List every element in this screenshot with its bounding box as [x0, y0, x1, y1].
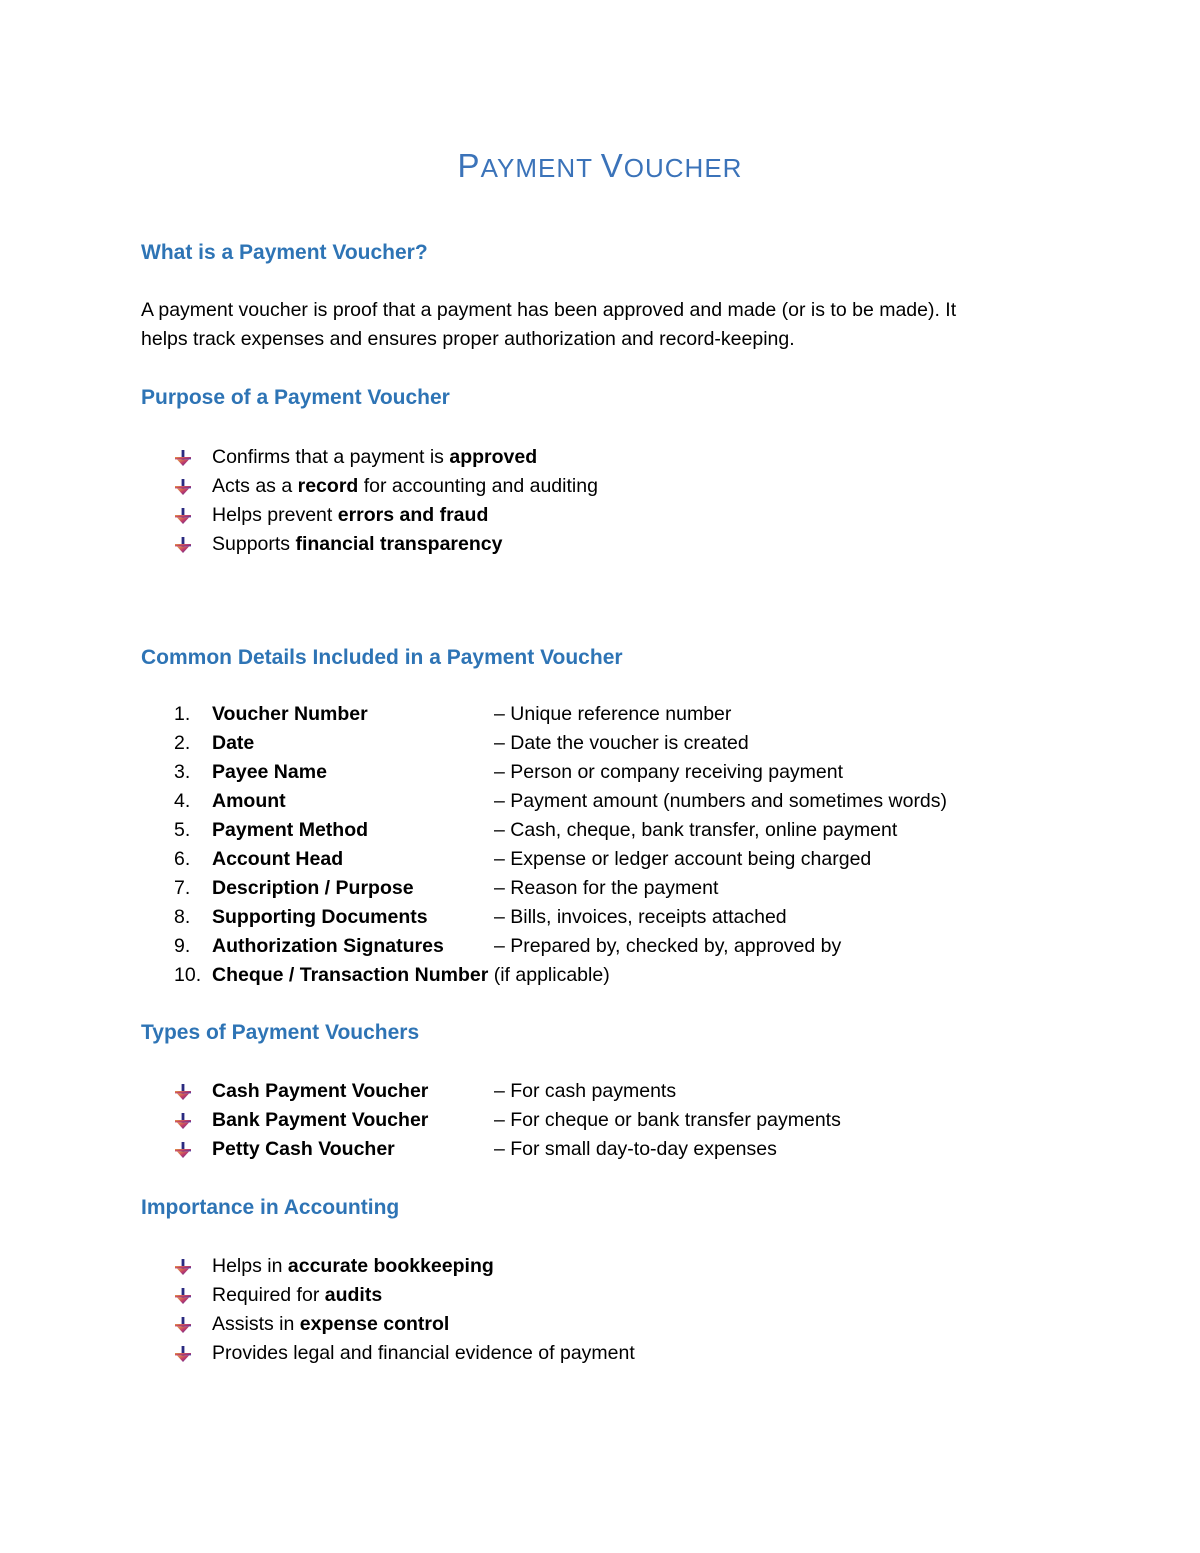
list-item-text	[212, 501, 488, 530]
detail-description: – Person or company receiving payment	[494, 761, 844, 783]
heading-common-details: Common Details Included in a Payment Voucher	[141, 646, 623, 669]
type-row	[174, 1106, 841, 1135]
heading-importance: Importance in Accounting	[141, 1196, 400, 1219]
detail-term: Description / Purpose	[212, 877, 414, 899]
item-text: Acts as a	[212, 475, 298, 497]
detail-term: Date	[212, 732, 255, 754]
detail-description: – Bills, invoices, receipts attached	[494, 906, 787, 928]
list-number: 1.	[174, 703, 191, 725]
detail-description: (if applicable)	[488, 964, 610, 986]
list-item-text	[212, 1339, 635, 1368]
heading-purpose: Purpose of a Payment Voucher	[141, 386, 450, 409]
item-bold-text: errors and fraud	[337, 504, 489, 526]
list-item-text	[212, 472, 598, 501]
detail-term: Amount	[212, 790, 286, 812]
arrow-down-bullet-icon	[174, 530, 212, 559]
page-title: PAYMENT VOUCHER	[457, 147, 743, 184]
arrow-down-bullet-icon	[174, 1106, 212, 1135]
type-term: Cash Payment Voucher	[212, 1080, 429, 1102]
type-description: – For cheque or bank transfer payments	[494, 1109, 841, 1131]
list-item	[174, 1310, 635, 1339]
list-item-text	[212, 1281, 382, 1310]
detail-term: Authorization Signatures	[212, 935, 444, 957]
purpose-list	[174, 443, 598, 559]
item-bold-text: financial transparency	[295, 533, 503, 555]
detail-term: Account Head	[212, 848, 344, 870]
type-term: Petty Cash Voucher	[212, 1138, 395, 1160]
heading-types: Types of Payment Vouchers	[141, 1021, 420, 1044]
type-description: – For cash payments	[494, 1080, 677, 1102]
detail-row	[174, 903, 947, 932]
arrow-down-bullet-icon	[174, 501, 212, 530]
detail-description: – Payment amount (numbers and sometimes words)	[494, 790, 948, 812]
intro-paragraph: A payment voucher is proof that a payment has been approved and made (or is to be made). It helps track expenses and ensures proper authorization and record-keeping.	[141, 299, 957, 350]
type-row	[174, 1135, 841, 1164]
detail-term: Supporting Documents	[212, 906, 428, 928]
detail-row	[174, 729, 947, 758]
type-row	[174, 1077, 841, 1106]
detail-term: Payee Name	[212, 761, 327, 783]
arrow-down-bullet-icon	[174, 1077, 212, 1106]
item-text: Required for	[212, 1284, 325, 1306]
item-bold-text: expense control	[299, 1313, 450, 1335]
types-list	[174, 1077, 841, 1164]
item-text: Provides legal and financial evidence of payment	[212, 1342, 635, 1364]
list-number: 6.	[174, 848, 191, 870]
arrow-down-bullet-icon	[174, 1281, 212, 1310]
list-number: 4.	[174, 790, 191, 812]
list-item	[174, 1252, 635, 1281]
item-bold-text: approved	[449, 446, 538, 468]
type-term: Bank Payment Voucher	[212, 1109, 429, 1131]
detail-term: Cheque / Transaction Number	[212, 964, 489, 986]
detail-row	[174, 932, 947, 961]
detail-row	[174, 758, 947, 787]
item-bold-text: record	[297, 475, 359, 497]
arrow-down-bullet-icon	[174, 1339, 212, 1368]
list-number: 8.	[174, 906, 191, 928]
detail-description: – Cash, cheque, bank transfer, online payment	[494, 819, 898, 841]
detail-term: Voucher Number	[212, 703, 368, 725]
detail-row	[174, 700, 947, 729]
list-item	[174, 443, 598, 472]
list-item	[174, 530, 598, 559]
item-bold-text: audits	[324, 1284, 383, 1306]
list-number: 5.	[174, 819, 191, 841]
type-description: – For small day-to-day expenses	[494, 1138, 777, 1160]
heading-what-is: What is a Payment Voucher?	[141, 241, 428, 264]
list-item-text	[212, 1252, 494, 1281]
arrow-down-bullet-icon	[174, 1310, 212, 1339]
item-text: for accounting and auditing	[358, 475, 598, 497]
detail-term: Payment Method	[212, 819, 369, 841]
arrow-down-bullet-icon	[174, 1135, 212, 1164]
detail-description: – Reason for the payment	[494, 877, 719, 899]
arrow-down-bullet-icon	[174, 1252, 212, 1281]
list-number: 2.	[174, 732, 191, 754]
list-number: 3.	[174, 761, 191, 783]
detail-row	[174, 845, 947, 874]
detail-row	[174, 816, 947, 845]
item-text: Confirms that a payment is	[212, 446, 450, 468]
detail-description: – Unique reference number	[494, 703, 732, 725]
detail-description: – Date the voucher is created	[494, 732, 749, 754]
detail-description: – Prepared by, checked by, approved by	[494, 935, 842, 957]
list-item	[174, 1339, 635, 1368]
list-item	[174, 1281, 635, 1310]
list-item	[174, 501, 598, 530]
details-list	[174, 700, 947, 990]
importance-list	[174, 1252, 635, 1368]
arrow-down-bullet-icon	[174, 472, 212, 501]
item-text: Supports	[212, 533, 296, 555]
list-item-text	[212, 530, 502, 559]
list-number: 9.	[174, 935, 191, 957]
list-item-text	[212, 1310, 449, 1339]
list-item-text	[212, 443, 537, 472]
detail-description: – Expense or ledger account being charged	[494, 848, 872, 870]
item-bold-text: accurate bookkeeping	[287, 1255, 494, 1277]
list-number: 10.	[174, 964, 202, 986]
detail-row	[174, 787, 947, 816]
detail-row	[174, 874, 947, 903]
item-text: Helps in	[212, 1255, 288, 1277]
list-item	[174, 472, 598, 501]
item-text: Helps prevent	[212, 504, 338, 526]
item-text: Assists in	[212, 1313, 300, 1335]
list-number: 7.	[174, 877, 191, 899]
arrow-down-bullet-icon	[174, 443, 212, 472]
detail-row	[174, 961, 947, 990]
